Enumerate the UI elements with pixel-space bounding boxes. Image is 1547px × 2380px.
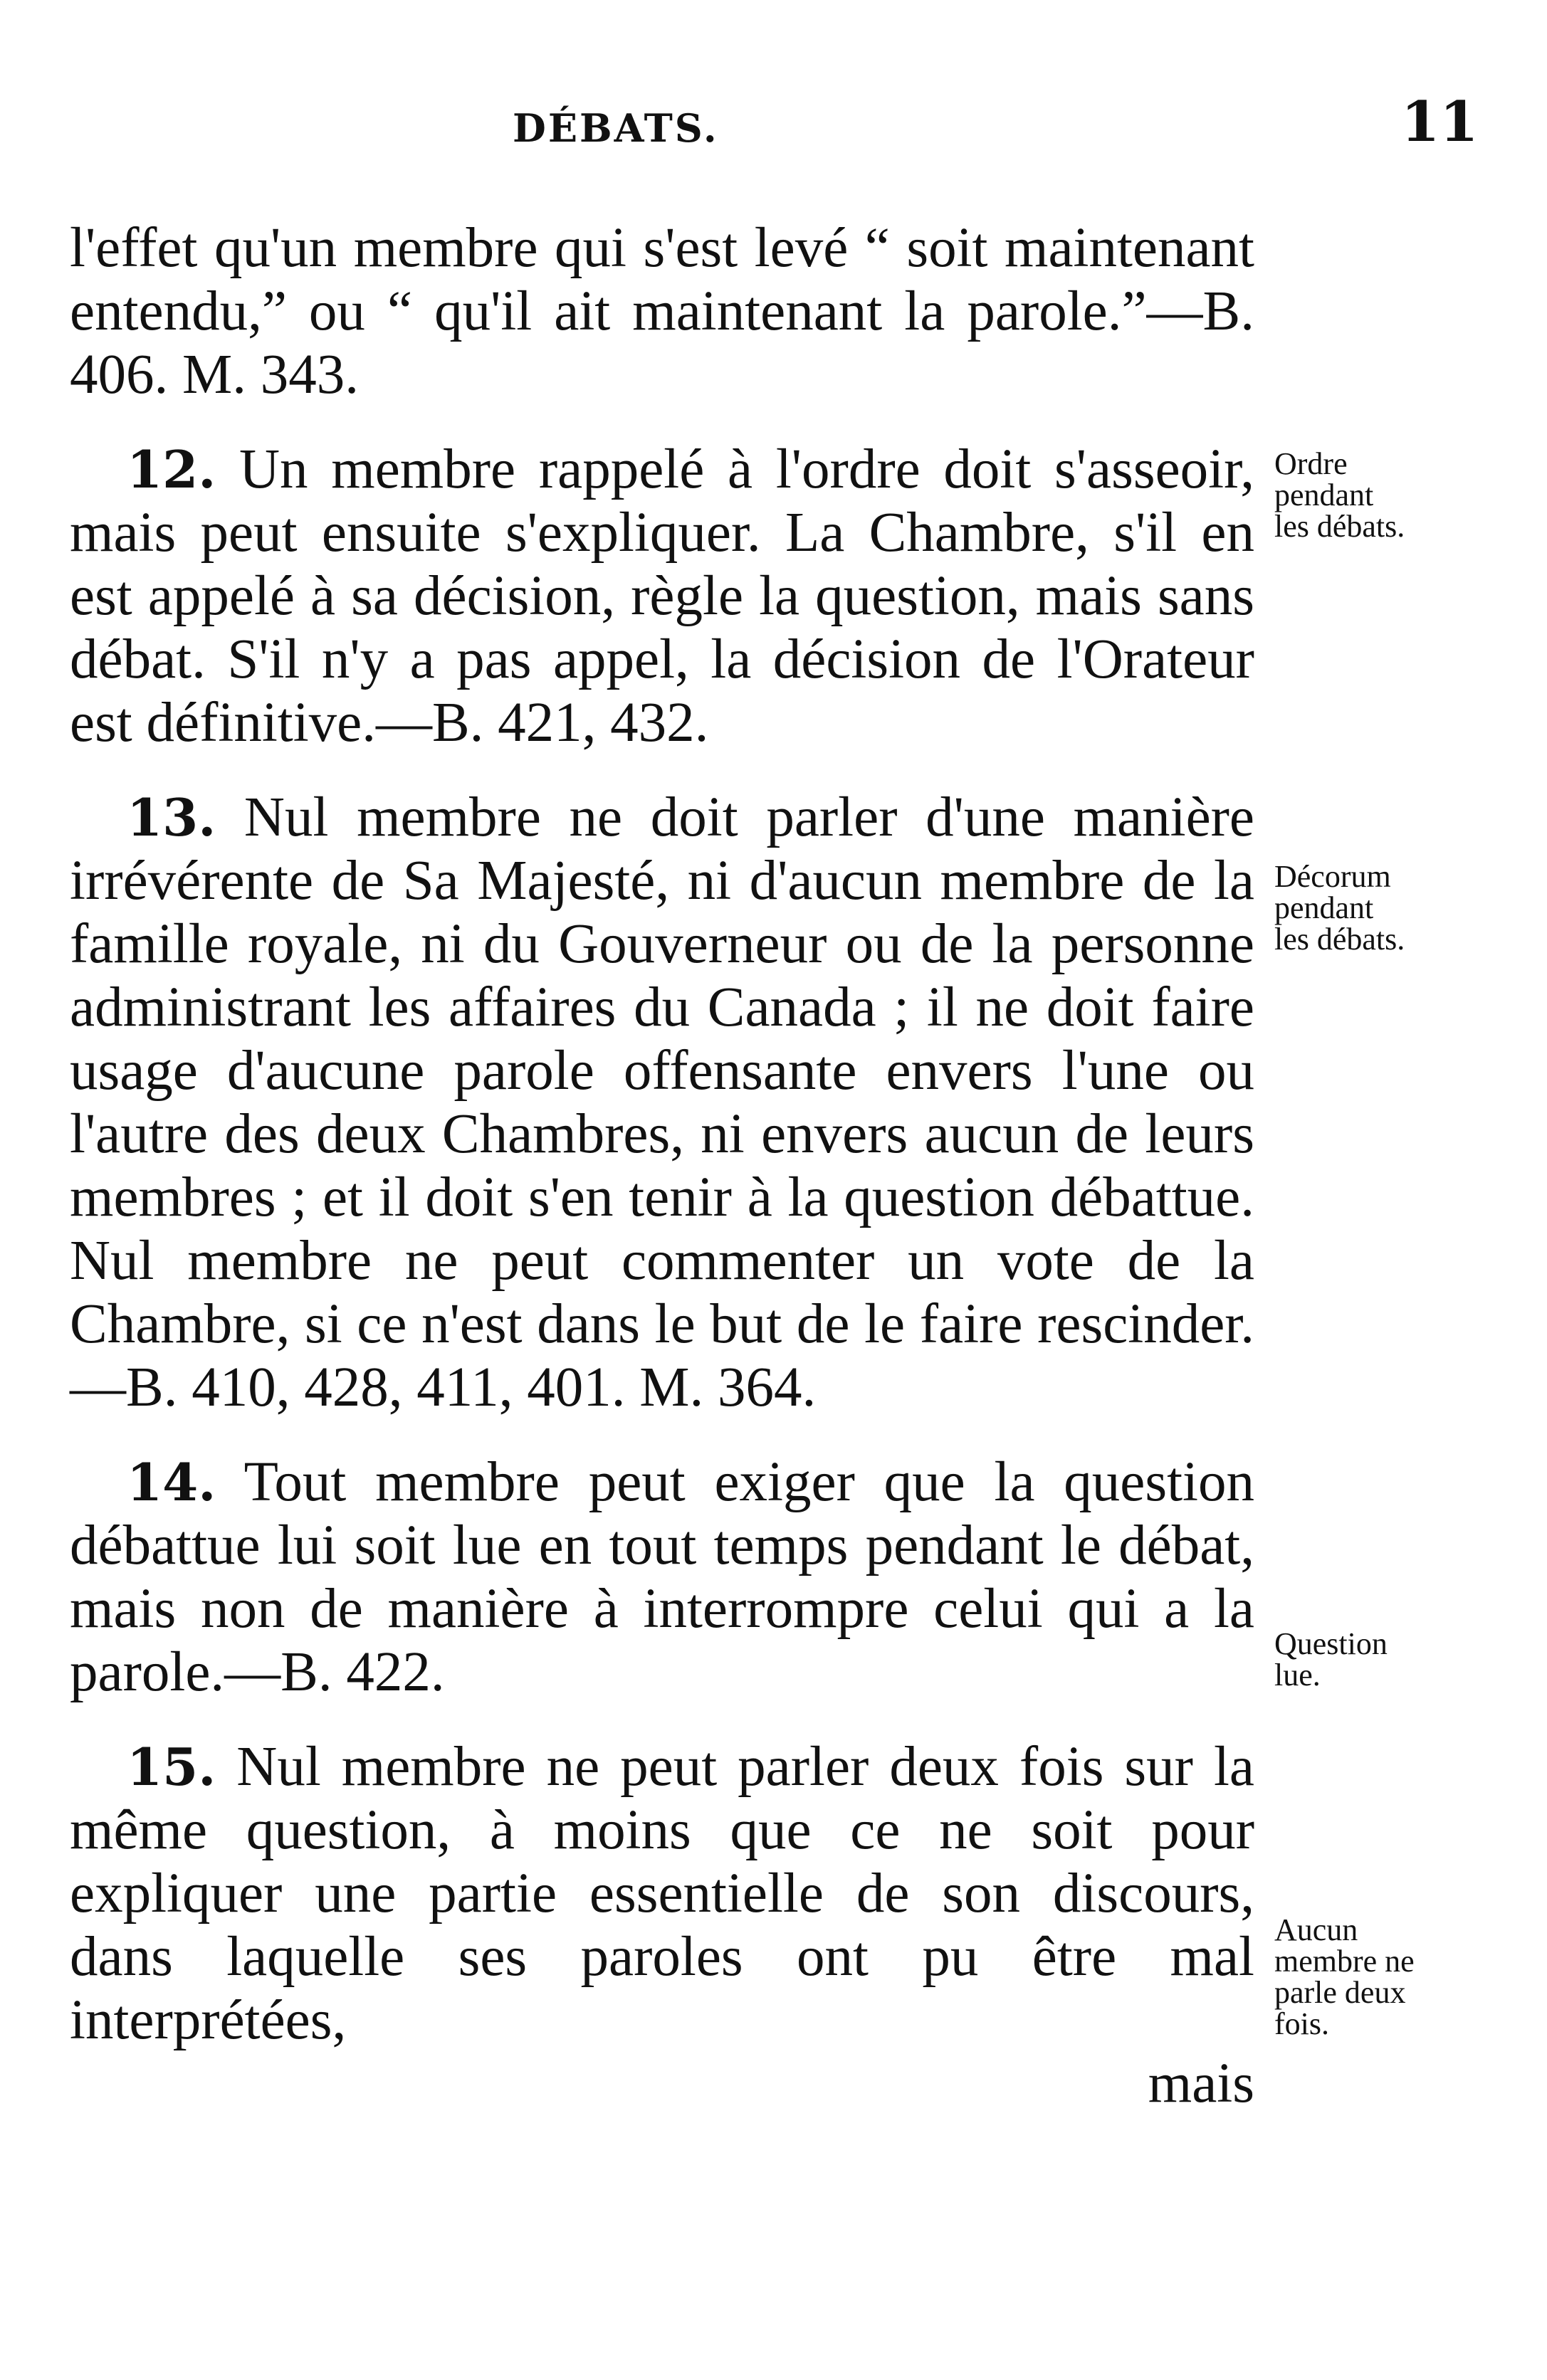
margin-note-decorum: [1274, 861, 1488, 955]
paragraph-14: [70, 1450, 1254, 1704]
margin-note-line: les débats.: [1274, 922, 1405, 957]
paragraph-text: Nul membre ne doit parler d'une manière irrévérente de Sa Majesté, ni d'aucun membre de la famille royale, ni du Gouverneur ou de la personne administrant les affaires du Canada ; il ne doit faire usage d'aucune parole offensante envers l'une ou l'autre des deux Chambres, ni envers aucun de leurs membres ; et il doit s'en tenir à la question débattue. Nul membre ne peut commenter un vote de la Chambre, si ce n'est dans le but de le faire rescinder.—B. 410, 428, 411, 401. M. 364.: [70, 786, 1255, 1418]
margin-note-aucun: [1274, 1912, 1488, 2041]
margin-note-line: fois.: [1274, 2006, 1329, 2041]
paragraph-text: Tout membre peut exiger que la question débattue lui soit lue en tout temps pendant le débat, mais non de manière à interrompre celui qui a la parole.—B. 422.: [70, 1451, 1254, 1703]
margin-note-line: Décorum: [1274, 859, 1391, 894]
margin-note-ordre: [1274, 448, 1488, 542]
paragraph-continuation: [70, 216, 1254, 406]
margin-note-line: parle deux: [1274, 1975, 1406, 2010]
margin-note-line: Question: [1274, 1626, 1388, 1661]
catchword: mais: [1148, 2053, 1254, 2115]
margin-note-line: lue.: [1274, 1658, 1321, 1692]
paragraph-13: [70, 786, 1254, 1419]
running-title: DÉBATS.: [513, 105, 719, 151]
paragraph-12: [70, 438, 1254, 754]
margin-note-line: Ordre: [1274, 446, 1348, 481]
margin-note-line: Aucun: [1274, 1912, 1358, 1947]
paragraph-number: 13.: [127, 787, 216, 848]
paragraph-text: Un membre rappelé à l'ordre doit s'asseoir, mais peut ensuite s'expliquer. La Chambre, s'il en est appelé à sa décision, règle la question, mais sans débat. S'il n'y a pas appel, la décision de l'Orateur est définitive.—B. 421, 432.: [70, 438, 1254, 754]
paragraph-number: 15.: [127, 1737, 216, 1797]
text-column: [70, 216, 1254, 2115]
running-head: [0, 85, 1547, 164]
margin-note-question: [1274, 1628, 1488, 1691]
margin-note-line: pendant: [1274, 478, 1374, 512]
paragraph-15: [70, 1735, 1254, 2052]
margin-note-line: pendant: [1274, 890, 1374, 925]
page-number: 11: [1401, 90, 1479, 154]
margin-note-line: membre ne: [1274, 1944, 1415, 1979]
margin-note-line: les débats.: [1274, 509, 1405, 544]
paragraph-number: 12.: [127, 439, 216, 500]
paragraph-number: 14.: [127, 1452, 216, 1512]
paragraph-text: l'effet qu'un membre qui s'est levé “ soit maintenant entendu,” ou “ qu'il ait maintenant la parole.”—B. 406. M. 343.: [70, 217, 1254, 406]
paragraph-text: Nul membre ne peut parler deux fois sur la même question, à moins que ce ne soit pour expliquer une partie essentielle de son discours, dans laquelle ses paroles ont pu être mal interprétées,: [70, 1736, 1254, 2051]
